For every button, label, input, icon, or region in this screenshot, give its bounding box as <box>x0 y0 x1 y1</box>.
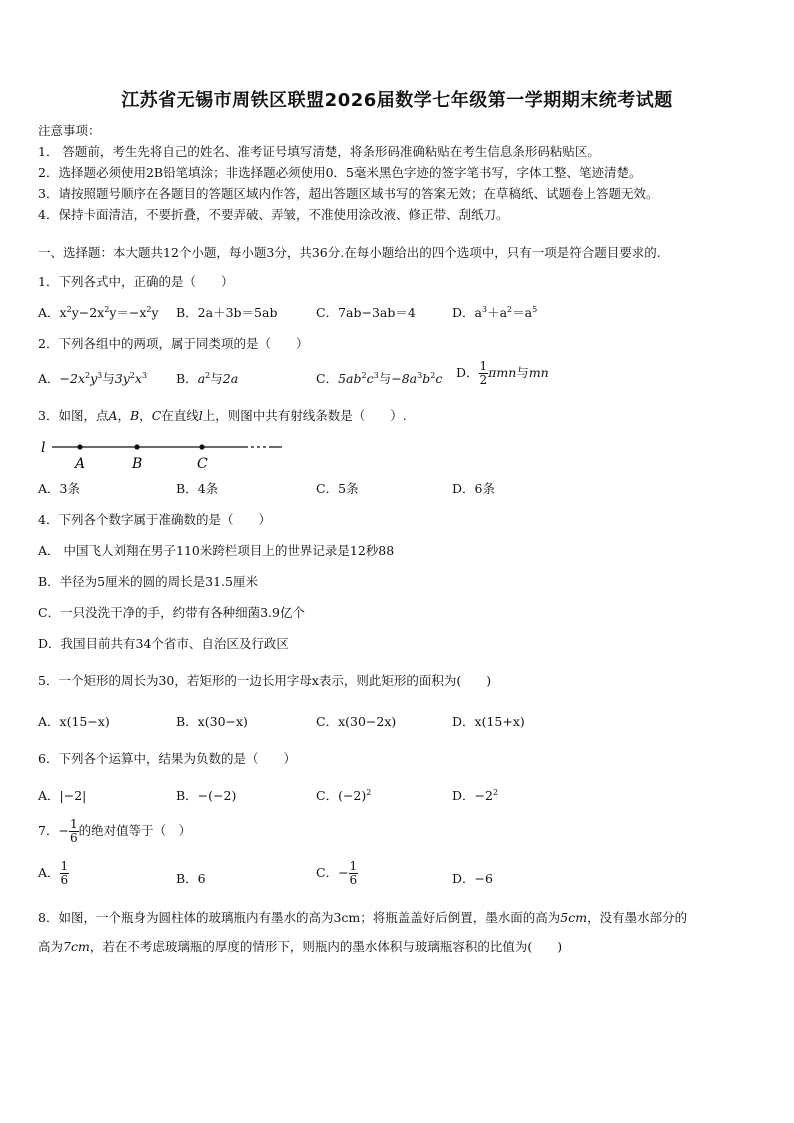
point-b <box>134 444 139 449</box>
q6-option-d: D．$-2^2$ <box>452 787 499 803</box>
q2-option-a: A．$-2x^2y^3$与$3y^2x^3$ <box>38 370 148 386</box>
notes-section <box>38 120 768 225</box>
question-2-stem: 2．下列各组中的两项，属于同类项的是（ ） <box>38 336 309 351</box>
q1-option-d: D．$a^3+a^2=a^5$ <box>452 304 538 320</box>
question-6-stem: 6．下列各个运算中，结果为负数的是（ ） <box>38 751 296 766</box>
question-5-stem: 5．一个矩形的周长为30，若矩形的一边长用字母x表示，则此矩形的面积为( ) <box>38 673 492 688</box>
label-b: B <box>132 456 143 472</box>
q6-option-a: A．|−2| <box>38 788 87 803</box>
section-heading: 一、选择题：本大题共12个小题，每小题3分，共36分.在每小题给出的四个选项中，只有一项是符合题目要求的. <box>38 245 661 260</box>
question-7-stem: 7．− $\frac{1}{6}$ 的绝对值等于（ ） <box>38 817 192 845</box>
fraction: $\frac{1}{6}$ <box>60 859 69 887</box>
notes-item: 3．请按照题号顺序在各题目的答题区域内作答，超出答题区域书写的答案无效；在草稿纸、试题卷上答题无效。 <box>38 186 659 201</box>
q6-option-b: B．−(−2) <box>176 788 237 803</box>
q4-option-c: C．一只没洗干净的手，约带有各种细菌3.9亿个 <box>38 605 305 620</box>
label-l: l <box>41 440 46 456</box>
q4-option-a: A． 中国飞人刘翔在男子110米跨栏项目上的世界记录是12秒88 <box>38 543 395 558</box>
q2-option-d: D． $\frac{1}{2}$ πmn与mn <box>456 359 549 387</box>
label-a: A <box>75 456 86 472</box>
question-1-stem: 1．下列各式中，正确的是（ ） <box>38 274 234 289</box>
q7-option-a: A． $\frac{1}{6}$ <box>38 859 69 887</box>
fraction: $\frac{1}{6}$ <box>349 859 358 887</box>
q5-option-b: B．x(30−x) <box>176 714 248 729</box>
q4-option-b: B．半径为5厘米的圆的周长是31.5厘米 <box>38 574 258 589</box>
q2-option-b: B．$a^2$与2a <box>176 370 239 386</box>
q7-option-b: B．6 <box>176 871 206 886</box>
q1-option-b: B．2a＋3b＝5ab <box>176 305 278 320</box>
question-4-stem: 4．下列各个数字属于准确数的是（ ） <box>38 512 271 527</box>
q3-option-b: B．4条 <box>176 481 219 496</box>
q3-option-a: A．3条 <box>38 481 80 496</box>
q1-option-a: A．$x^2y-2x^2y=-x^2y$ <box>38 304 159 320</box>
q1-option-c: C．7ab−3ab＝4 <box>316 305 416 320</box>
notes-item: 2．选择题必须使用2B铅笔填涂；非选择题必须使用0．5毫米黑色字迹的签字笔书写，字体工整、笔迹清楚。 <box>38 165 642 180</box>
q7-option-d: D．−6 <box>452 871 493 886</box>
q2-option-c: C．$5ab^2c^3$与$-8a^3b^2c$ <box>316 370 443 386</box>
page-title: 江苏省无锡市周铁区联盟2026届数学七年级第一学期期末统考试题 <box>121 90 673 111</box>
point-a <box>77 444 82 449</box>
q4-option-d: D．我国目前共有34个省市、自治区及行政区 <box>38 636 289 651</box>
fraction: $\frac{1}{6}$ <box>69 817 78 845</box>
fraction: $\frac{1}{2}$ <box>479 359 488 387</box>
q6-option-c: C．$(-2)^2$ <box>316 787 372 803</box>
notes-item: 4．保持卡面清洁，不要折叠，不要弄破、弄皱，不准使用涂改液、修正带、刮纸刀。 <box>38 207 509 222</box>
q5-option-d: D．x(15+x) <box>452 714 525 729</box>
q3-option-d: D．6条 <box>452 481 495 496</box>
notes-item: 1． 答题前，考生先将自己的姓名、准考证号填写清楚，将条形码准确粘贴在考生信息条形码粘贴区。 <box>38 144 600 159</box>
label-c: C <box>197 456 208 472</box>
q5-option-c: C．x(30−2x) <box>316 714 397 729</box>
q3-option-c: C．5条 <box>316 481 359 496</box>
line-figure <box>38 440 298 472</box>
point-c <box>199 444 204 449</box>
q7-option-c: C．− $\frac{1}{6}$ <box>316 859 358 887</box>
notes-heading: 注意事项： <box>38 123 101 138</box>
question-8-stem: 8．如图，一个瓶身为圆柱体的玻璃瓶内有墨水的高为3cm；将瓶盖盖好后倒置，墨水面的高为5cm，没有墨水部分的 高为7cm，若在不考虑玻璃瓶的厚度的情形下，则瓶内的墨水体积与玻璃瓶容积的比值为( ) <box>38 910 688 954</box>
question-3-stem: 3．如图，点A，B，C在直线l上，则图中共有射线条数是（ ）. <box>38 408 407 423</box>
q5-option-a: A．x(15−x) <box>38 714 110 729</box>
